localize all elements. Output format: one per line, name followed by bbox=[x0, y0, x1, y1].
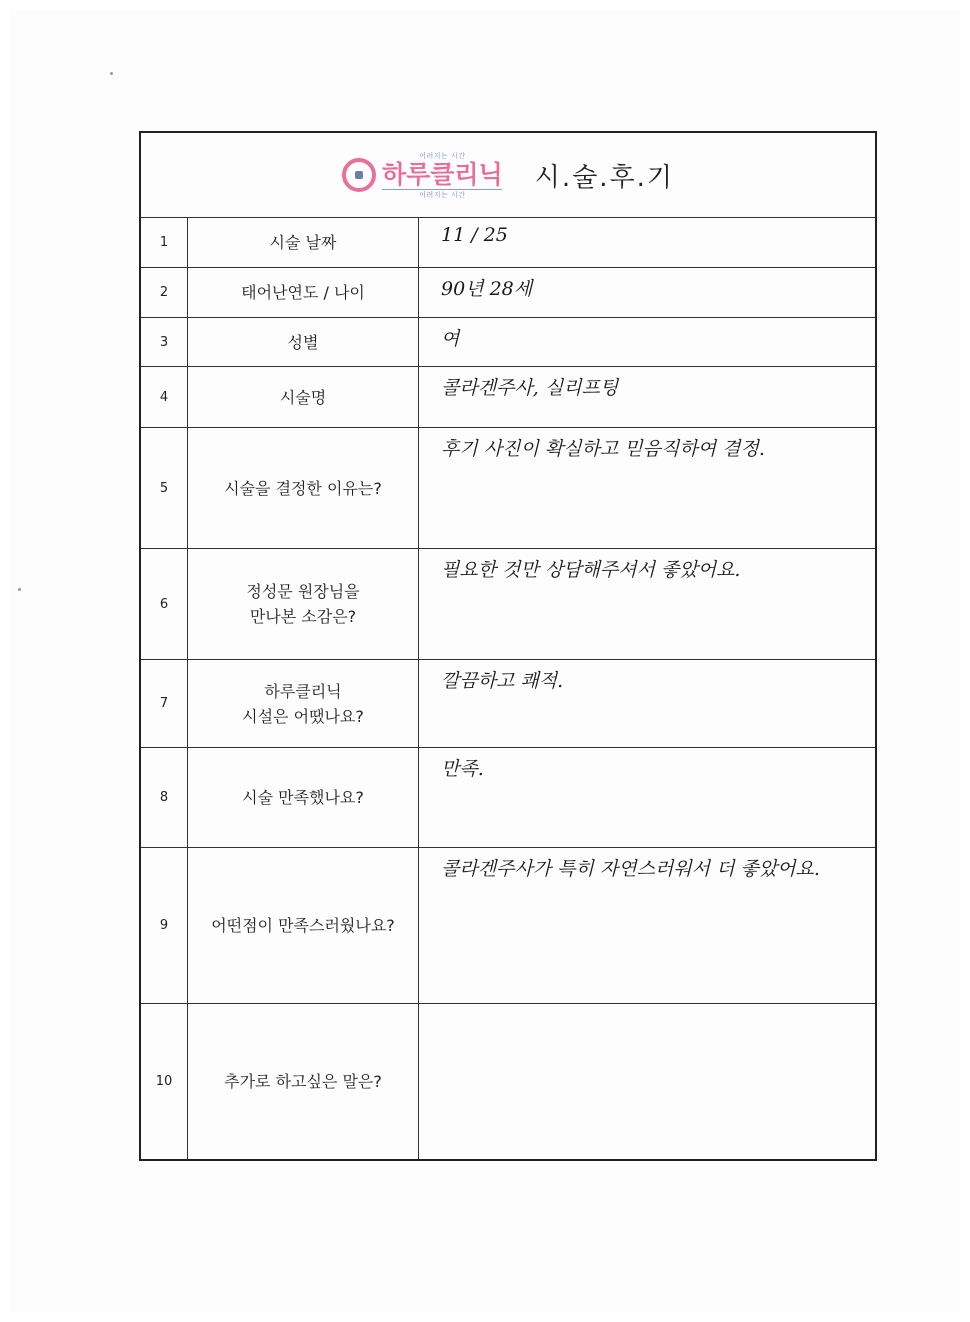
question-cell bbox=[188, 1004, 419, 1159]
question-label: 시술 날짜 bbox=[269, 233, 337, 252]
row-number: 9 bbox=[141, 848, 188, 1003]
row-number: 5 bbox=[141, 428, 188, 548]
answer-cell: 필요한 것만 상담해주셔서 좋았어요. bbox=[441, 559, 741, 581]
question-cell bbox=[188, 848, 419, 1003]
question-label: 어떤점이 만족스러웠나요? bbox=[211, 916, 395, 935]
answer-cell: 후기 사진이 확실하고 믿음직하여 결정. bbox=[441, 438, 765, 460]
row-number: 4 bbox=[141, 367, 188, 427]
answer-cell: 11 / 25 bbox=[441, 224, 508, 246]
form-row bbox=[141, 268, 875, 318]
row-number: 7 bbox=[141, 660, 188, 747]
answer-cell: 콜라겐주사, 실리프팅 bbox=[441, 377, 619, 399]
question-label-line2: 만나본 소감은? bbox=[249, 607, 357, 626]
form-row bbox=[141, 549, 875, 660]
row-number: 2 bbox=[141, 268, 188, 317]
question-cell bbox=[188, 549, 419, 659]
row-number: 1 bbox=[141, 218, 188, 267]
clinic-logo bbox=[342, 151, 503, 200]
form-row bbox=[141, 1004, 875, 1159]
form-row bbox=[141, 848, 875, 1004]
question-cell bbox=[188, 218, 419, 267]
review-form bbox=[139, 131, 877, 1161]
question-label: 정성문 원장님을 bbox=[246, 582, 360, 601]
answer-cell: 만족. bbox=[441, 758, 484, 780]
question-cell bbox=[188, 748, 419, 847]
answer-cell: 콜라겐주사가 특히 자연스러워서 더 좋았어요. bbox=[441, 858, 820, 880]
question-label: 성별 bbox=[287, 332, 319, 352]
form-header bbox=[141, 133, 875, 218]
answer-cell: 깔끔하고 쾌적. bbox=[441, 670, 564, 692]
row-number: 8 bbox=[141, 748, 188, 847]
scan-speck bbox=[18, 588, 21, 591]
question-cell bbox=[188, 318, 419, 366]
form-row bbox=[141, 318, 875, 367]
form-row bbox=[141, 428, 875, 549]
logo-tagline-bottom: 어려지는 시간 bbox=[419, 190, 466, 199]
form-row bbox=[141, 748, 875, 848]
question-label: 태어난연도 / 나이 bbox=[241, 283, 365, 302]
answer-cell bbox=[419, 1004, 875, 1159]
question-label: 시술을 결정한 이유는? bbox=[224, 478, 382, 498]
form-row bbox=[141, 660, 875, 748]
scan-speck bbox=[110, 72, 113, 75]
question-cell bbox=[188, 428, 419, 548]
row-number: 6 bbox=[141, 549, 188, 659]
answer-cell: 여 bbox=[441, 328, 460, 350]
logo-tagline-top: 어려지는 시간 bbox=[419, 151, 466, 160]
question-cell bbox=[188, 660, 419, 747]
question-label: 시술 만족했나요? bbox=[242, 788, 364, 807]
row-number: 3 bbox=[141, 318, 188, 366]
form-title: 시.술.후.기 bbox=[534, 162, 675, 193]
question-label-line2: 시설은 어땠나요? bbox=[242, 706, 364, 726]
question-cell bbox=[188, 268, 419, 317]
row-number: 10 bbox=[141, 1004, 188, 1159]
question-label: 시술명 bbox=[279, 387, 327, 407]
question-cell bbox=[188, 367, 419, 427]
question-label: 추가로 하고싶은 말은? bbox=[224, 1072, 382, 1091]
clock-icon bbox=[342, 158, 376, 192]
form-row bbox=[141, 218, 875, 268]
question-label: 하루클리닉 bbox=[264, 681, 342, 701]
form-row bbox=[141, 367, 875, 428]
logo-name: 하루클리닉 bbox=[381, 159, 503, 189]
answer-cell: 90년 28세 bbox=[441, 278, 533, 300]
